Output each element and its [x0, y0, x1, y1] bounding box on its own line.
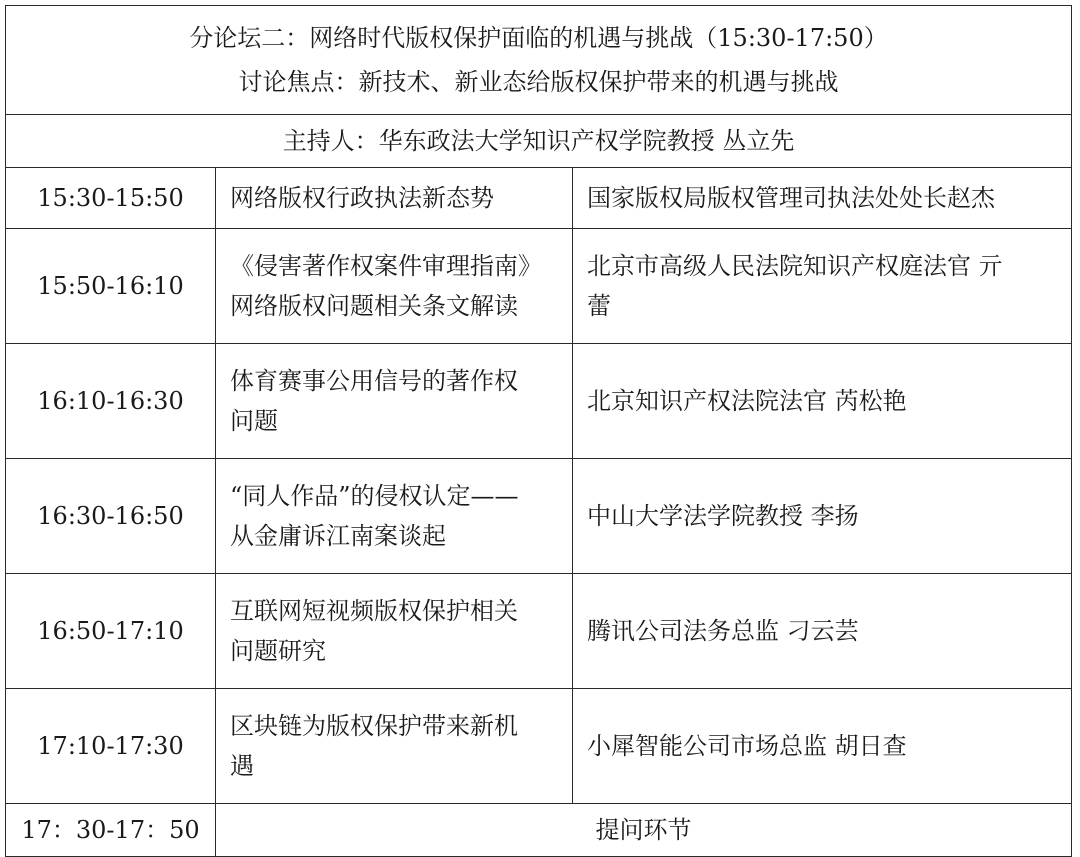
session-time: 17:10-17:30: [6, 689, 216, 804]
session-time: 15:50-16:10: [6, 229, 216, 344]
session-topic: [216, 168, 573, 229]
forum-header-row: [6, 6, 1072, 115]
session-speaker-line: 国家版权局版权管理司执法处处长赵杰: [587, 184, 995, 212]
session-time: 15:30-15:50: [6, 168, 216, 229]
session-topic-line: 网络版权行政执法新态势: [230, 184, 494, 212]
qa-row: [6, 804, 1072, 857]
session-topic: [216, 344, 573, 459]
forum-title: 分论坛二：网络时代版权保护面临的机遇与挑战（15:30-17:50）: [189, 24, 888, 52]
host-cell: 主持人：华东政法大学知识产权学院教授 丛立先: [6, 115, 1072, 168]
session-topic-line: 遇: [230, 752, 254, 780]
session-topic-line: 问题研究: [230, 637, 326, 665]
session-speaker-line: 蕾: [587, 292, 611, 320]
table-row: [6, 229, 1072, 344]
session-topic-line: 《侵害著作权案件审理指南》: [230, 252, 542, 280]
session-time: 16:30-16:50: [6, 459, 216, 574]
table-row: [6, 689, 1072, 804]
session-speaker: [573, 168, 1072, 229]
session-speaker: [573, 229, 1072, 344]
session-speaker-line: 北京知识产权法院法官 芮松艳: [587, 387, 907, 415]
session-topic: [216, 459, 573, 574]
session-time: 16:10-16:30: [6, 344, 216, 459]
session-speaker: [573, 689, 1072, 804]
qa-label: 提问环节: [216, 804, 1072, 857]
table-row: [6, 344, 1072, 459]
table-row: [6, 168, 1072, 229]
forum-header-cell: [6, 6, 1072, 115]
table-row: [6, 459, 1072, 574]
agenda-table: [5, 5, 1072, 857]
session-topic: [216, 689, 573, 804]
session-topic: [216, 574, 573, 689]
session-topic-line: 从金庸诉江南案谈起: [230, 522, 446, 550]
host-row: [6, 115, 1072, 168]
session-topic: [216, 229, 573, 344]
table-row: [6, 574, 1072, 689]
session-topic-line: 网络版权问题相关条文解读: [230, 292, 518, 320]
agenda-sheet: [5, 5, 1071, 844]
session-topic-line: “同人作品”的侵权认定——: [230, 482, 519, 510]
session-speaker-line: 中山大学法学院教授 李扬: [587, 502, 859, 530]
session-speaker-line: 北京市高级人民法院知识产权庭法官 亓: [587, 252, 1003, 280]
session-topic-line: 互联网短视频版权保护相关: [230, 597, 518, 625]
session-speaker-line: 腾讯公司法务总监 刁云芸: [587, 617, 859, 645]
session-topic-line: 体育赛事公用信号的著作权: [230, 367, 518, 395]
session-topic-line: 区块链为版权保护带来新机: [230, 712, 518, 740]
session-time: 16:50-17:10: [6, 574, 216, 689]
session-speaker: [573, 574, 1072, 689]
session-speaker: [573, 459, 1072, 574]
session-speaker-line: 小犀智能公司市场总监 胡日查: [587, 732, 907, 760]
session-topic-line: 问题: [230, 407, 278, 435]
forum-focus: 讨论焦点：新技术、新业态给版权保护带来的机遇与挑战: [238, 68, 839, 96]
session-speaker: [573, 344, 1072, 459]
qa-time: 17：30-17：50: [6, 804, 216, 857]
